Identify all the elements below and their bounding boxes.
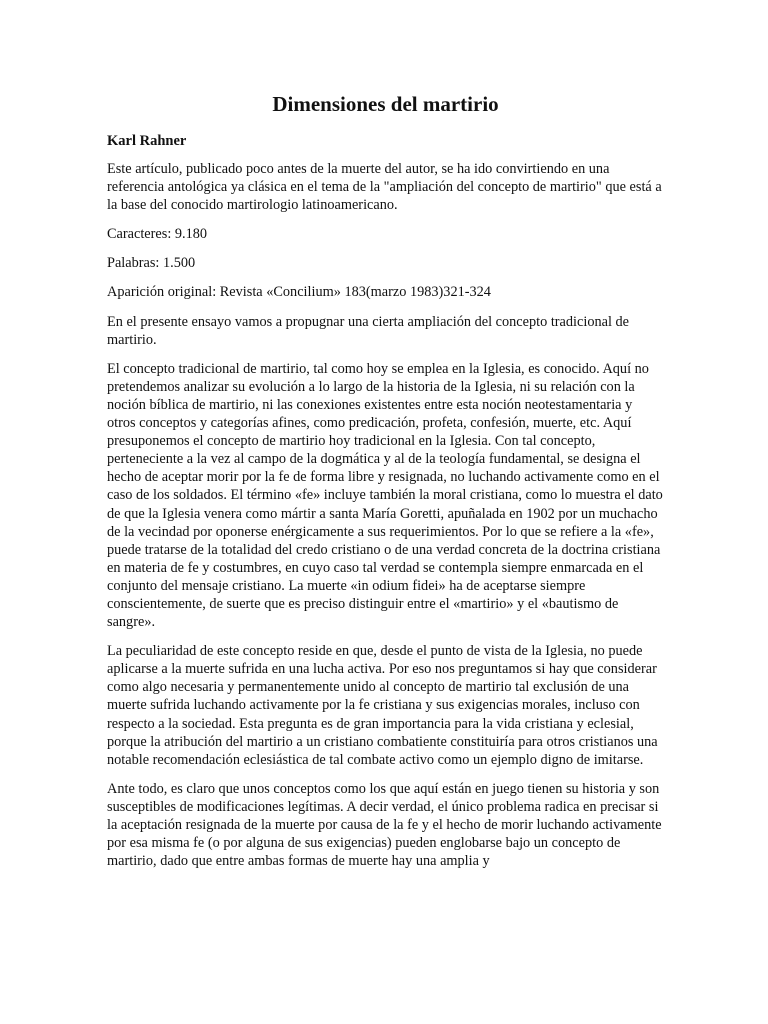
words-count: Palabras: 1.500: [107, 255, 196, 272]
original-source: Aparición original: Revista «Concilium» 183(marzo 1983)321-324: [107, 284, 491, 301]
body-paragraph: En el presente ensayo vamos a propugnar una cierta ampliación del concepto tradicional de martirio.: [107, 313, 630, 348]
body-paragraph: El concepto tradicional de martirio, tal como hoy se emplea en la Iglesia, es conocido. Aquí no pretendemos analizar su evolución a lo largo de la historia de la Iglesia, ni su relación con la noción bíblica de martirio, ni las conexiones existentes entre esta noción neotestamentaria y otros conceptos y categorías afines, como predicación, profeta, confesión, muerte, etc. Aquí presuponemos el concepto de martirio hoy tradicional en la Iglesia. Con tal concepto, perteneciente a la vez al campo de la dogmática y al de la teología fundamental, se designa el hecho de aceptar morir por la fe de forma libre y resignada, no luchando activamente como en el caso de los soldados. El término «fe» incluye también la moral cristiana, como lo muestra el dato de que la Iglesia venera como mártir a santa María Goretti, apuñalada en 1902 por un muchacho de la vecindad por oponerse enérgicamente a sus requerimientos. Por lo que se refiere a la «fe», puede tratarse de la totalidad del credo cristiano o de una verdad concreta de la doctrina cristiana en materia de fe y costumbres, en cuyo caso tal verdad se contempla siempre enmarcada en el conjunto del mensaje cristiano. La muerte «in odium fidei» ha de aceptarse siempre conscientemente, de suerte que es preciso distinguir entre el «martirio» y el «bautismo de sangre».: [107, 360, 663, 631]
body-paragraph: Ante todo, es claro que unos conceptos como los que aquí están en juego tienen su historia y son susceptibles de modificaciones legítimas. A decir verdad, el único problema radica en precisar si la aceptación resignada de la muerte por causa de la fe y el hecho de morir luchando activamente por esa misma fe (o por alguna de sus exigencias) pueden englobarse bajo un concepto de martirio, dado que entre ambas formas de muerte hay una amplia y: [107, 780, 662, 870]
document-title: Dimensiones del martirio: [272, 92, 499, 116]
characters-count: Caracteres: 9.180: [107, 226, 208, 243]
author-name: Karl Rahner: [107, 133, 187, 149]
intro-paragraph: Este artículo, publicado poco antes de la muerte del autor, se ha ido convirtiendo en una referencia antológica ya clásica en el tema de la "ampliación del concepto de martirio" que está a la base del conocido martirologio latinoamericano.: [107, 161, 662, 214]
body-paragraph: La peculiaridad de este concepto reside en que, desde el punto de vista de la Iglesia, no puede aplicarse a la muerte sufrida en una lucha activa. Por eso nos preguntamos si hay que considerar como algo necesaria y permanentemente unido al concepto de martirio tal exclusión de una muerte sufrida luchando activamente por la fe cristiana y sus exigencias morales, incluso con respecto a la sociedad. Esta pregunta es de gran importancia para la vida cristiana y eclesial, porque la atribución del martirio a un cristiano combatiente constituiría para otros cristianos una notable recomendación eclesiástica de tal combate activo como un ejemplo digno de imitarse.: [107, 643, 658, 768]
